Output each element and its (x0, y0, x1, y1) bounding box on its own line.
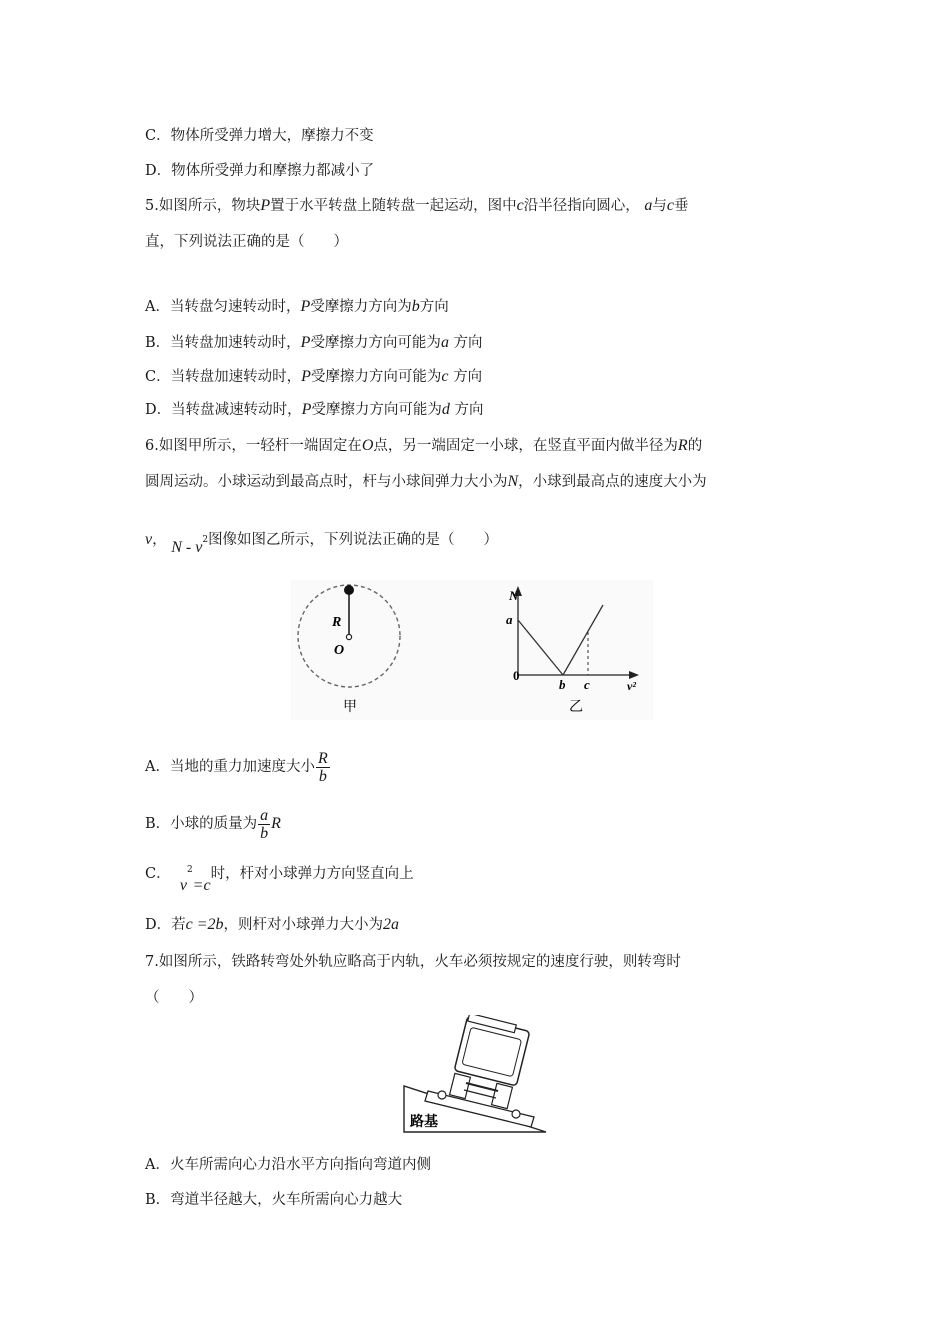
q6-option-c: C． $v^2=c$时，杆对小球弹力方向竖直向上 (145, 865, 414, 894)
caption-jia: 甲 (343, 700, 357, 715)
fraction-R-over-b: $\frac{R}{b}$ (317, 749, 328, 785)
q6-option-b: B．小球的质量为 $\frac{a}{b}$ R (145, 806, 281, 842)
roadbed-label: 路基 (410, 1115, 438, 1130)
graph-line-descending (518, 620, 563, 675)
q6-stem-line3: v， N - $v^2$图像如图乙所示，下列说法正确的是（ ） (145, 530, 499, 556)
q5-stem-line2: 直，下列说法正确的是（ ） (145, 234, 348, 250)
x-axis-arrow (629, 671, 639, 679)
q4-option-d: D．物体所受弹力和摩擦力都减小了 (145, 163, 375, 179)
label-b: b (559, 677, 566, 692)
q7-train-figure (398, 1015, 550, 1135)
inner-wheel (450, 1073, 471, 1098)
label-O: O (334, 643, 345, 658)
fraction-a-over-b: $\frac{a}{b}$ (260, 806, 269, 842)
axle-lower (464, 1090, 496, 1098)
label-N: N (509, 588, 519, 603)
inner-rail (438, 1091, 446, 1099)
q5-option-c: C．当转盘加速转动时，P受摩擦力方向可能为c 方向 (145, 368, 483, 385)
q6-figure-svg (291, 580, 653, 720)
axle (466, 1083, 498, 1091)
q7-stem-line1: 7.如图所示，铁路转弯处外轨应略高于内轨，火车必须按规定的速度行驶，则转弯时 (145, 954, 681, 970)
caption-yi: 乙 (569, 700, 583, 715)
q5-option-a: A．当转盘匀速转动时，P受摩擦力方向为b方向 (145, 298, 449, 315)
q6-option-d: D．若c =2b，则杆对小球弹力大小为2a (145, 916, 400, 933)
q5-option-d: D．当转盘减速转动时，P受摩擦力方向可能为d 方向 (145, 401, 484, 418)
pivot-point (346, 634, 351, 639)
q6-stem-line1: 6.如图甲所示，一轻杆一端固定在O点，另一端固定一小球，在竖直平面内做半径为R的 (145, 437, 703, 454)
q5-stem-line1: 5.如图所示，物块P置于水平转盘上随转盘一起运动，图中c沿半径指向圆心， a与c垂 (145, 197, 689, 214)
q7-train-svg (398, 1015, 550, 1135)
q5-option-b: B．当转盘加速转动时，P受摩擦力方向可能为a 方向 (145, 334, 483, 351)
label-R: R (332, 615, 342, 630)
q7-stem-line2: （ ） (145, 990, 203, 1006)
q7-option-b: B．弯道半径越大，火车所需向心力越大 (145, 1192, 403, 1208)
label-v2: v² (627, 679, 636, 693)
label-origin: 0 (513, 668, 520, 683)
q4-option-c: C．物体所受弹力增大，摩擦力不变 (145, 128, 374, 144)
q7-option-a: A．火车所需向心力沿水平方向指向弯道内侧 (145, 1157, 431, 1173)
graph-line-ascending (563, 605, 603, 675)
outer-rail (512, 1110, 520, 1118)
outer-wheel (492, 1083, 513, 1108)
label-a: a (506, 612, 513, 627)
label-c: c (584, 677, 590, 692)
ball (344, 585, 354, 595)
q6-figure (291, 580, 653, 720)
q6-stem-line2: 圆周运动。小球运动到最高点时，杆与小球间弹力大小为N，小球到最高点的速度大小为 (145, 473, 707, 490)
q6-option-a: A．当地的重力加速度大小 $\frac{R}{b}$ (145, 749, 328, 785)
